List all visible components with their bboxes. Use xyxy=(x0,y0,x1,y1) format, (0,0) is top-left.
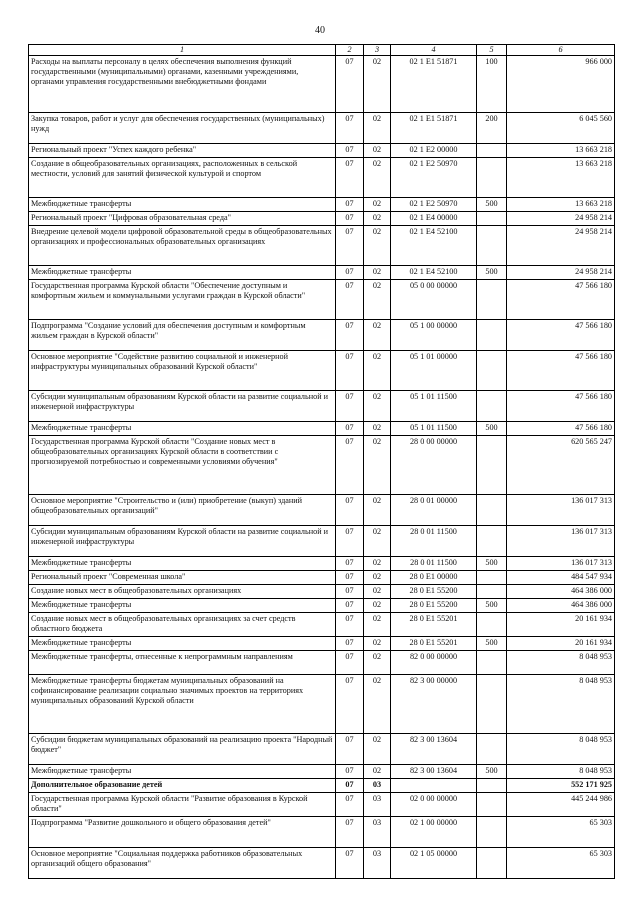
row-expense-type xyxy=(477,675,507,734)
row-target-code: 82 3 00 13604 xyxy=(391,765,477,779)
row-name: Региональный проект "Современная школа" xyxy=(29,571,336,585)
row-section: 07 xyxy=(336,280,364,320)
table-row xyxy=(29,585,615,599)
row-target-code: 28 0 E1 00000 xyxy=(391,571,477,585)
row-section: 07 xyxy=(336,557,364,571)
row-subsection: 02 xyxy=(364,158,391,198)
row-section: 07 xyxy=(336,637,364,651)
row-amount: 20 161 934 xyxy=(507,613,615,637)
row-name: Межбюджетные трансферты, отнесенные к непрограммным направлениям xyxy=(29,651,336,675)
row-target-code: 02 1 E2 00000 xyxy=(391,144,477,158)
row-section: 07 xyxy=(336,526,364,557)
row-amount: 8 048 953 xyxy=(507,734,615,765)
row-amount: 136 017 313 xyxy=(507,495,615,526)
row-section: 07 xyxy=(336,422,364,436)
table-row xyxy=(29,779,615,793)
row-subsection: 02 xyxy=(364,226,391,266)
row-subsection: 02 xyxy=(364,585,391,599)
table-row xyxy=(29,280,615,320)
row-target-code: 02 0 00 00000 xyxy=(391,793,477,817)
row-subsection: 03 xyxy=(364,848,391,879)
row-amount: 13 663 218 xyxy=(507,158,615,198)
row-subsection: 02 xyxy=(364,422,391,436)
row-target-code: 05 1 00 00000 xyxy=(391,320,477,351)
row-expense-type xyxy=(477,495,507,526)
table-row xyxy=(29,613,615,637)
budget-table xyxy=(28,44,615,879)
row-subsection: 02 xyxy=(364,495,391,526)
row-target-code: 02 1 E1 51871 xyxy=(391,56,477,113)
row-name: Создание в общеобразовательных организациях, расположенных в сельской местности, условий для занятий физической культурой и спортом xyxy=(29,158,336,198)
row-amount: 47 566 180 xyxy=(507,391,615,422)
row-expense-type: 500 xyxy=(477,557,507,571)
row-target-code: 02 1 E2 50970 xyxy=(391,158,477,198)
row-expense-type: 500 xyxy=(477,637,507,651)
row-section: 07 xyxy=(336,391,364,422)
row-name: Межбюджетные трансферты xyxy=(29,198,336,212)
table-row xyxy=(29,651,615,675)
row-target-code: 02 1 E1 51871 xyxy=(391,113,477,144)
row-expense-type xyxy=(477,280,507,320)
row-section: 07 xyxy=(336,734,364,765)
row-expense-type xyxy=(477,793,507,817)
table-row xyxy=(29,212,615,226)
header-col-2: 2 xyxy=(336,45,364,56)
table-row xyxy=(29,351,615,391)
row-name: Создание новых мест в общеобразовательных организациях xyxy=(29,585,336,599)
row-target-code: 02 1 E2 50970 xyxy=(391,198,477,212)
row-subsection: 02 xyxy=(364,637,391,651)
row-expense-type xyxy=(477,613,507,637)
row-name: Основное мероприятие "Содействие развитию социальной и инженерной инфраструктуры муниципальных образований Курской области" xyxy=(29,351,336,391)
table-row xyxy=(29,144,615,158)
row-subsection: 02 xyxy=(364,571,391,585)
row-subsection: 02 xyxy=(364,557,391,571)
row-expense-type: 200 xyxy=(477,113,507,144)
row-section: 07 xyxy=(336,765,364,779)
table-row xyxy=(29,495,615,526)
row-amount: 8 048 953 xyxy=(507,651,615,675)
table-row xyxy=(29,599,615,613)
row-name: Подпрограмма "Создание условий для обеспечения доступным и комфортным жильем граждан в Курской области" xyxy=(29,320,336,351)
row-section: 07 xyxy=(336,779,364,793)
row-target-code: 82 3 00 00000 xyxy=(391,675,477,734)
row-name: Региональный проект "Успех каждого ребенка" xyxy=(29,144,336,158)
row-target-code xyxy=(391,779,477,793)
row-amount: 24 958 214 xyxy=(507,226,615,266)
table-row xyxy=(29,422,615,436)
row-target-code: 28 0 E1 55201 xyxy=(391,613,477,637)
row-subsection: 03 xyxy=(364,793,391,817)
row-amount: 464 386 000 xyxy=(507,585,615,599)
header-row xyxy=(29,45,615,56)
row-target-code: 28 0 E1 55201 xyxy=(391,637,477,651)
row-name: Субсидии муниципальным образованиям Курской области на развитие социальной и инженерной инфраструктуры xyxy=(29,526,336,557)
row-expense-type: 100 xyxy=(477,56,507,113)
row-section: 07 xyxy=(336,198,364,212)
row-amount: 47 566 180 xyxy=(507,351,615,391)
row-section: 07 xyxy=(336,56,364,113)
table-row xyxy=(29,675,615,734)
row-name: Государственная программа Курской области "Создание новых мест в общеобразовательных организациях Курской области в соответствии с прогнозируемой потребностью и современными условиями обучения" xyxy=(29,436,336,495)
row-section: 07 xyxy=(336,599,364,613)
row-name: Закупка товаров, работ и услуг для обеспечения государственных (муниципальных) нужд xyxy=(29,113,336,144)
row-subsection: 02 xyxy=(364,651,391,675)
table-row xyxy=(29,198,615,212)
row-name: Государственная программа Курской области "Развитие образования в Курской области" xyxy=(29,793,336,817)
table-row xyxy=(29,320,615,351)
row-expense-type xyxy=(477,571,507,585)
row-name: Расходы на выплаты персоналу в целях обеспечения выполнения функций государственными (муниципальными) органами, казенными учреждениями, органами управления государственными внебюджетными фондами xyxy=(29,56,336,113)
row-target-code: 82 0 00 00000 xyxy=(391,651,477,675)
table-row xyxy=(29,848,615,879)
row-target-code: 05 1 01 11500 xyxy=(391,422,477,436)
row-section: 07 xyxy=(336,351,364,391)
row-section: 07 xyxy=(336,158,364,198)
row-amount: 47 566 180 xyxy=(507,280,615,320)
row-subsection: 02 xyxy=(364,113,391,144)
row-subsection: 02 xyxy=(364,599,391,613)
row-section: 07 xyxy=(336,571,364,585)
row-amount: 966 000 xyxy=(507,56,615,113)
table-row xyxy=(29,226,615,266)
row-section: 07 xyxy=(336,675,364,734)
page-number: 40 xyxy=(315,25,325,36)
row-amount: 445 244 986 xyxy=(507,793,615,817)
row-expense-type xyxy=(477,158,507,198)
row-name: Межбюджетные трансферты xyxy=(29,266,336,280)
row-expense-type xyxy=(477,320,507,351)
row-subsection: 02 xyxy=(364,320,391,351)
row-amount: 47 566 180 xyxy=(507,422,615,436)
row-name: Подпрограмма "Развитие дошкольного и общего образования детей" xyxy=(29,817,336,848)
row-subsection: 02 xyxy=(364,56,391,113)
row-subsection: 02 xyxy=(364,351,391,391)
row-expense-type xyxy=(477,734,507,765)
table-row xyxy=(29,56,615,113)
row-expense-type xyxy=(477,779,507,793)
row-target-code: 28 0 01 11500 xyxy=(391,526,477,557)
row-name: Межбюджетные трансферты xyxy=(29,637,336,651)
row-expense-type xyxy=(477,436,507,495)
row-section: 07 xyxy=(336,212,364,226)
row-subsection: 02 xyxy=(364,198,391,212)
row-section: 07 xyxy=(336,320,364,351)
header-col-5: 5 xyxy=(477,45,507,56)
row-target-code: 02 1 E4 00000 xyxy=(391,212,477,226)
row-amount: 24 958 214 xyxy=(507,266,615,280)
row-expense-type xyxy=(477,651,507,675)
row-expense-type xyxy=(477,526,507,557)
row-target-code: 28 0 E1 55200 xyxy=(391,599,477,613)
row-amount: 8 048 953 xyxy=(507,675,615,734)
row-expense-type xyxy=(477,226,507,266)
row-expense-type: 500 xyxy=(477,765,507,779)
row-target-code: 28 0 01 11500 xyxy=(391,557,477,571)
table-row xyxy=(29,266,615,280)
row-name: Межбюджетные трансферты xyxy=(29,422,336,436)
row-amount: 65 303 xyxy=(507,848,615,879)
row-subsection: 02 xyxy=(364,391,391,422)
row-expense-type: 500 xyxy=(477,198,507,212)
row-target-code: 82 3 00 13604 xyxy=(391,734,477,765)
row-section: 07 xyxy=(336,817,364,848)
row-name: Создание новых мест в общеобразовательных организациях за счет средств областного бюджета xyxy=(29,613,336,637)
row-expense-type: 500 xyxy=(477,266,507,280)
row-section: 07 xyxy=(336,793,364,817)
row-target-code: 28 0 00 00000 xyxy=(391,436,477,495)
row-expense-type: 500 xyxy=(477,599,507,613)
header-col-3: 3 xyxy=(364,45,391,56)
row-target-code: 02 1 E4 52100 xyxy=(391,266,477,280)
row-amount: 136 017 313 xyxy=(507,557,615,571)
table-row xyxy=(29,734,615,765)
row-section: 07 xyxy=(336,495,364,526)
row-expense-type xyxy=(477,144,507,158)
table-row xyxy=(29,637,615,651)
row-expense-type xyxy=(477,817,507,848)
row-amount: 620 565 247 xyxy=(507,436,615,495)
row-amount: 8 048 953 xyxy=(507,765,615,779)
row-subsection: 02 xyxy=(364,526,391,557)
table-row xyxy=(29,765,615,779)
row-name: Межбюджетные трансферты бюджетам муниципальных образований на софинансирование реализации социально значимых проектов на территориях муниципальных образований Курской области xyxy=(29,675,336,734)
row-name: Основное мероприятие "Социальная поддержка работников образовательных организаций общего образования" xyxy=(29,848,336,879)
row-subsection: 02 xyxy=(364,675,391,734)
row-section: 07 xyxy=(336,436,364,495)
row-subsection: 02 xyxy=(364,266,391,280)
row-target-code: 28 0 01 00000 xyxy=(391,495,477,526)
row-amount: 65 303 xyxy=(507,817,615,848)
row-target-code: 28 0 E1 55200 xyxy=(391,585,477,599)
table-row xyxy=(29,557,615,571)
row-section: 07 xyxy=(336,113,364,144)
row-section: 07 xyxy=(336,585,364,599)
row-section: 07 xyxy=(336,848,364,879)
row-name: Дополнительное образование детей xyxy=(29,779,336,793)
row-amount: 24 958 214 xyxy=(507,212,615,226)
row-name: Региональный проект "Цифровая образовательная среда" xyxy=(29,212,336,226)
row-amount: 20 161 934 xyxy=(507,637,615,651)
row-amount: 13 663 218 xyxy=(507,144,615,158)
row-expense-type: 500 xyxy=(477,422,507,436)
row-amount: 47 566 180 xyxy=(507,320,615,351)
row-section: 07 xyxy=(336,651,364,675)
row-target-code: 02 1 05 00000 xyxy=(391,848,477,879)
row-section: 07 xyxy=(336,613,364,637)
header-col-4: 4 xyxy=(391,45,477,56)
table-row xyxy=(29,571,615,585)
row-subsection: 03 xyxy=(364,779,391,793)
row-amount: 484 547 934 xyxy=(507,571,615,585)
row-subsection: 02 xyxy=(364,212,391,226)
row-section: 07 xyxy=(336,226,364,266)
table-row xyxy=(29,113,615,144)
row-name: Субсидии муниципальным образованиям Курской области на развитие социальной и инженерной инфраструктуры xyxy=(29,391,336,422)
row-target-code: 05 1 01 11500 xyxy=(391,391,477,422)
table-row xyxy=(29,158,615,198)
header-col-6: 6 xyxy=(507,45,615,56)
row-target-code: 05 0 00 00000 xyxy=(391,280,477,320)
row-target-code: 05 1 01 00000 xyxy=(391,351,477,391)
row-section: 07 xyxy=(336,266,364,280)
row-name: Государственная программа Курской области "Обеспечение доступным и комфортным жильем и коммунальными услугами граждан в Курской области" xyxy=(29,280,336,320)
row-amount: 6 045 560 xyxy=(507,113,615,144)
row-expense-type xyxy=(477,585,507,599)
row-amount: 552 171 925 xyxy=(507,779,615,793)
row-name: Межбюджетные трансферты xyxy=(29,557,336,571)
row-expense-type xyxy=(477,351,507,391)
row-name: Субсидии бюджетам муниципальных образований на реализацию проекта "Народный бюджет" xyxy=(29,734,336,765)
row-subsection: 02 xyxy=(364,765,391,779)
table-row xyxy=(29,391,615,422)
row-subsection: 02 xyxy=(364,280,391,320)
table-row xyxy=(29,817,615,848)
table-row xyxy=(29,436,615,495)
row-subsection: 03 xyxy=(364,817,391,848)
row-subsection: 02 xyxy=(364,436,391,495)
row-expense-type xyxy=(477,848,507,879)
row-target-code: 02 1 00 00000 xyxy=(391,817,477,848)
row-name: Внедрение целевой модели цифровой образовательной среды в общеобразовательных организациях и профессиональных образовательных организациях xyxy=(29,226,336,266)
table-row xyxy=(29,526,615,557)
row-subsection: 02 xyxy=(364,734,391,765)
row-amount: 13 663 218 xyxy=(507,198,615,212)
row-section: 07 xyxy=(336,144,364,158)
row-subsection: 02 xyxy=(364,144,391,158)
row-name: Основное мероприятие "Строительство и (или) приобретение (выкуп) зданий общеобразовательных организаций" xyxy=(29,495,336,526)
table-row xyxy=(29,793,615,817)
row-name: Межбюджетные трансферты xyxy=(29,599,336,613)
row-target-code: 02 1 E4 52100 xyxy=(391,226,477,266)
row-amount: 464 386 000 xyxy=(507,599,615,613)
header-col-1: 1 xyxy=(29,45,336,56)
row-subsection: 02 xyxy=(364,613,391,637)
row-name: Межбюджетные трансферты xyxy=(29,765,336,779)
row-expense-type xyxy=(477,391,507,422)
row-expense-type xyxy=(477,212,507,226)
row-amount: 136 017 313 xyxy=(507,526,615,557)
